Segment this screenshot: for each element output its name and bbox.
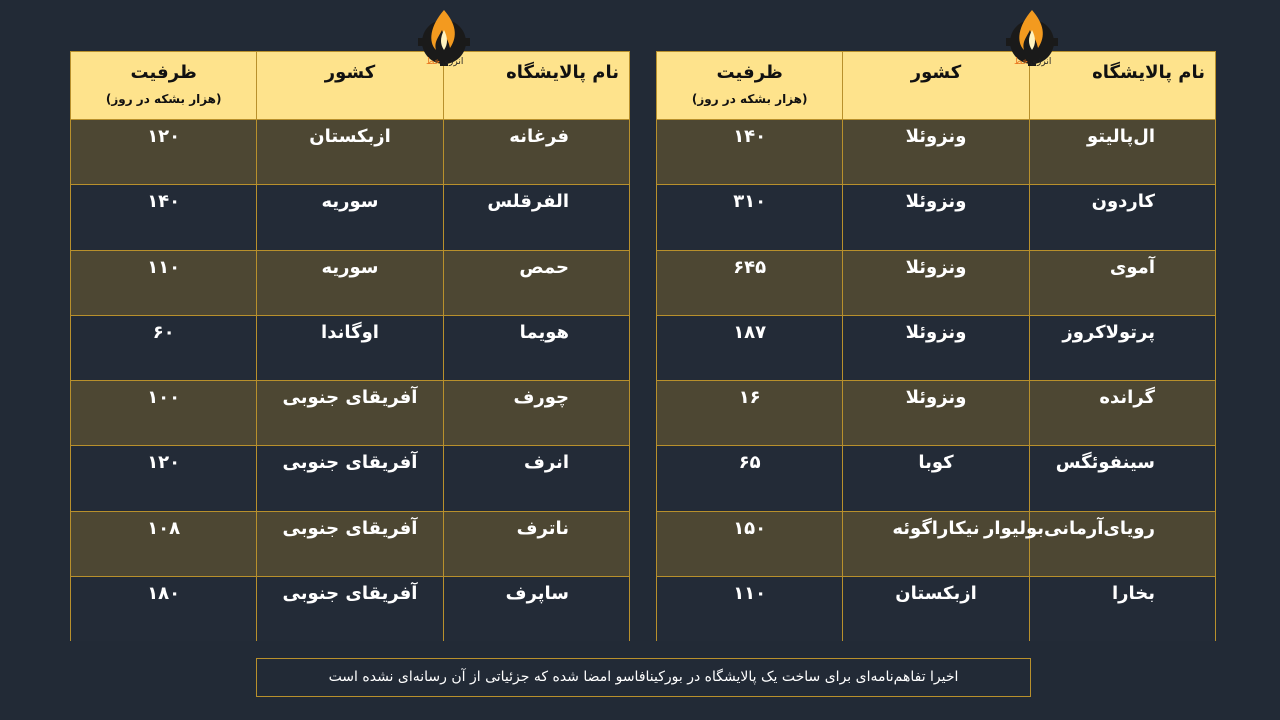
capacity-cell-text: ۶۴۵ [733,256,767,278]
country-cell-text: کوبا [918,452,954,474]
refinery-name-cell-text: انرف [523,452,569,474]
header-refinery-name: نام پالایشگاه [1029,52,1215,119]
refinery-name-cell-text: رویای‌آرمانی‌بولیوار [984,517,1155,539]
capacity-cell [71,446,256,510]
capacity-cell [657,446,842,510]
table-row [71,315,629,380]
capacity-cell [71,577,256,641]
table-row [71,380,629,445]
country-cell [842,120,1028,184]
table-row [71,184,629,249]
table-body [71,119,629,641]
refinery-name-cell [1029,446,1215,510]
capacity-cell [71,185,256,249]
header-country: کشور [842,52,1028,119]
table-row [71,119,629,184]
country-cell [256,185,442,249]
country-cell [842,316,1028,380]
country-cell-text: ونزوئلا [905,126,967,147]
capacity-cell [657,120,842,184]
table-row [657,119,1215,184]
country-cell [842,577,1028,641]
country-cell-text: آفریقای جنوبی [282,583,418,605]
refinery-name-cell [443,120,629,184]
country-cell [842,446,1028,510]
energy-line-logo-icon [408,6,480,68]
country-cell [256,381,442,445]
refinery-name-cell-text: بخارا [1111,583,1155,605]
country-cell-text: آفریقای جنوبی [282,517,418,539]
country-cell-text: نیکاراگوئه [892,517,980,539]
country-cell-text: آفریقای جنوبی [282,452,418,474]
header-capacity: ظرفیت (هزار بشکه در روز) [105,62,222,106]
refinery-name-cell-text: هویما [519,321,569,343]
table-row [657,250,1215,315]
refinery-name-cell [984,512,1215,576]
capacity-cell-text: ۳۱۰ [733,191,767,213]
capacity-cell [71,381,256,445]
refinery-name-cell-text: الفرقلس [487,191,569,213]
table-row [657,576,1215,641]
capacity-cell-text: ۱۸۷ [733,321,767,343]
country-cell [256,577,442,641]
capacity-cell-text: ۱۲۰ [147,126,181,147]
logo-text: انرژی [1030,57,1052,67]
refinery-name-cell-text: کاردون [1091,191,1155,213]
country-cell [256,512,442,576]
footnote-caption: اخیرا تفاهم‌نامه‌ای برای ساخت یک پالایشگاه در بورکینافاسو امضا شده که جزئیاتی از آن رسانه‌ای نشده است [256,658,1031,697]
capacity-cell-text: ۶۰ [152,321,175,343]
refinery-name-cell [443,512,629,576]
country-cell [256,251,442,315]
header-country: کشور [256,52,442,119]
country-cell-text: سوریه [321,256,379,278]
refinery-name-cell-text: پرتولاکروز [1062,321,1155,343]
table-row [71,511,629,576]
refinery-name-cell [1029,120,1215,184]
capacity-cell [71,251,256,315]
refinery-name-cell [443,446,629,510]
table-body [657,119,1215,641]
country-cell-text: ازبکستان [309,126,391,147]
country-cell-text: ونزوئلا [905,387,967,409]
logo-text: خط [426,57,441,67]
refinery-name-cell [1029,577,1215,641]
capacity-cell [657,251,842,315]
refinery-name-cell [1029,316,1215,380]
capacity-cell [657,577,842,641]
country-cell [842,512,1028,576]
refinery-name-cell [1029,185,1215,249]
refinery-name-cell-text: گرانده [1099,387,1155,409]
country-cell [256,120,442,184]
capacity-cell [71,316,256,380]
country-cell [842,185,1028,249]
refinery-table-right [656,51,1216,641]
country-cell [256,316,442,380]
capacity-cell [657,316,842,380]
capacity-cell-text: ۱۱۰ [733,583,767,605]
capacity-cell-text: ۱۱۰ [147,256,181,278]
refinery-name-cell-text: حمص [519,256,569,278]
refinery-name-cell-text: ال‌پالیتو [1086,126,1155,147]
refinery-name-cell-text: آموی [1109,256,1155,278]
capacity-cell-text: ۱۰۸ [147,517,181,539]
table-row [657,511,1215,576]
refinery-name-cell [1029,251,1215,315]
table-row [71,576,629,641]
capacity-cell-text: ۱۴۰ [733,126,767,147]
capacity-cell-text: ۱۲۰ [147,452,181,474]
capacity-cell-text: ۱۴۰ [147,191,181,213]
capacity-cell [657,512,842,576]
refinery-name-cell-text: ناترف [516,517,569,539]
country-cell-text: ازبکستان [895,583,977,605]
table-row [657,445,1215,510]
header-capacity: ظرفیت (هزار بشکه در روز) [691,62,808,106]
country-cell-text: ونزوئلا [905,191,967,213]
refinery-name-cell [443,381,629,445]
refinery-name-cell [443,185,629,249]
country-cell-text: ونزوئلا [905,256,967,278]
refinery-table-left [70,51,630,641]
country-cell-text: سوریه [321,191,379,213]
capacity-cell-text: ۱۵۰ [733,517,767,539]
refinery-name-cell-text: سینفوئگس [1055,452,1155,474]
capacity-cell [657,185,842,249]
refinery-name-cell-text: چورف [513,387,569,409]
table-row [657,380,1215,445]
refinery-name-cell [443,251,629,315]
capacity-cell-text: ۱۸۰ [147,583,181,605]
capacity-cell-text: ۱۰۰ [147,387,181,409]
capacity-cell [71,512,256,576]
refinery-name-cell [443,577,629,641]
capacity-cell-text: ۱۶ [738,387,761,409]
capacity-cell-text: ۶۵ [738,452,761,474]
country-cell [842,251,1028,315]
table-header [657,52,1215,119]
table-row [657,315,1215,380]
table-row [71,250,629,315]
capacity-cell [71,120,256,184]
table-row [71,445,629,510]
logo-text: انرژی [442,57,464,67]
country-cell-text: آفریقای جنوبی [282,387,418,409]
header-refinery-name: نام پالایشگاه [443,52,629,119]
country-cell-text: اوگاندا [321,321,379,343]
table-header [71,52,629,119]
refinery-name-cell-text: فرغانه [509,126,569,147]
country-cell [842,381,1028,445]
refinery-name-cell-text: ساپرف [505,583,569,605]
country-cell-text: ونزوئلا [905,321,967,343]
logo-text: خط [1014,57,1029,67]
country-cell [256,446,442,510]
capacity-cell [657,381,842,445]
energy-line-logo-icon [996,6,1068,68]
refinery-name-cell [1029,381,1215,445]
refinery-name-cell [443,316,629,380]
table-row [657,184,1215,249]
